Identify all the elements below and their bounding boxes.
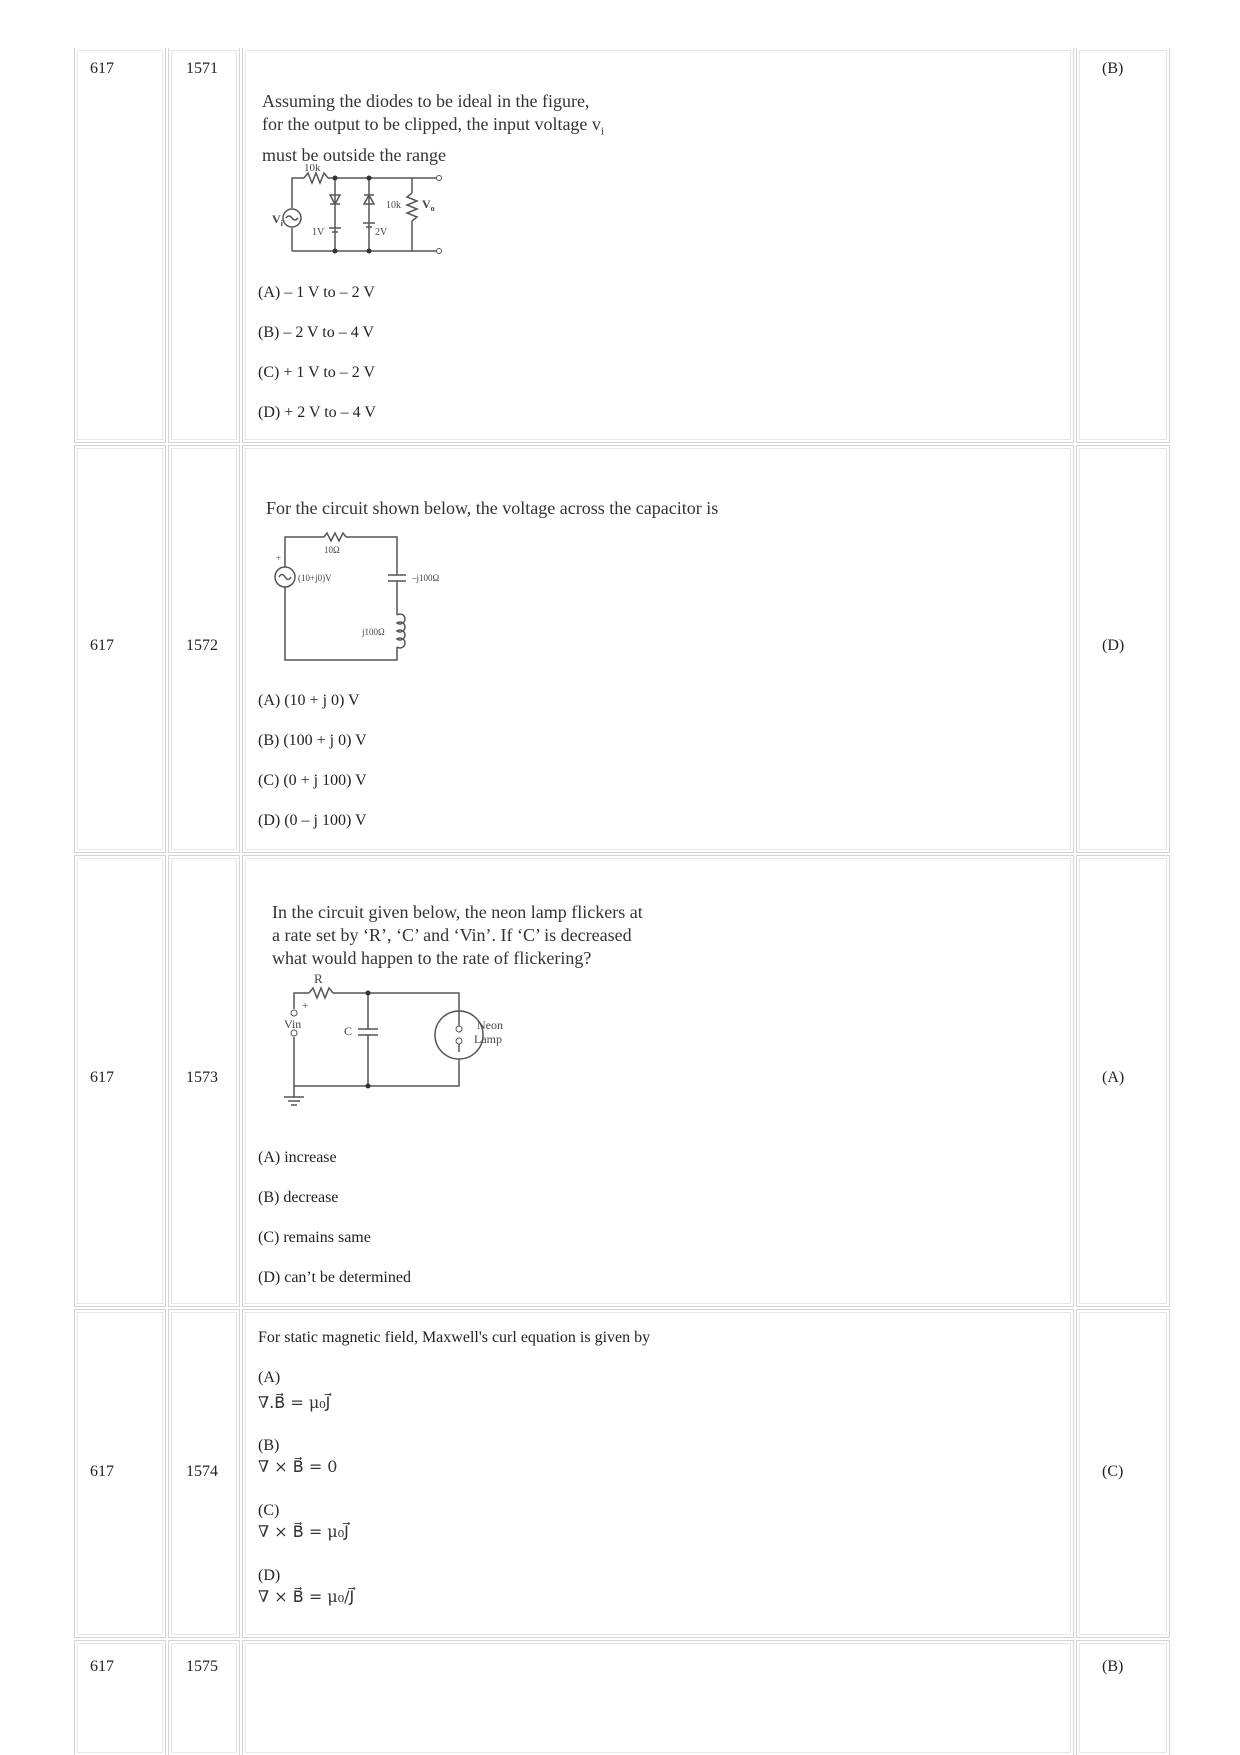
question-number: 1572 — [186, 637, 218, 654]
question-text: Assuming the diodes to be ideal in the figure, for the output to be clipped, the input voltage $v_i$ must be outside the range — [262, 91, 604, 165]
answer-key: (D) — [1102, 637, 1125, 654]
set-number: 617 — [90, 637, 114, 654]
set-number: 617 — [90, 1658, 114, 1675]
neon-lamp-circuit-diagram — [264, 973, 524, 1113]
option-b: (B) (100 + j 0) V — [258, 732, 367, 749]
answer-key: (B) — [1102, 1658, 1124, 1675]
option-c: (C) + 1 V to – 2 V — [258, 364, 376, 381]
option-b-equation: ∇ × B⃗ = 0 — [258, 1457, 338, 1476]
table-row — [74, 445, 1170, 853]
option-a-equation: ∇.B⃗ = μ₀J⃗ — [258, 1393, 331, 1412]
table-row — [74, 1309, 1170, 1638]
svg-text:2V: 2V — [375, 227, 388, 238]
table-row — [74, 48, 1170, 443]
option-a: (A) – 1 V to – 2 V — [258, 284, 375, 301]
set-number: 617 — [90, 1463, 114, 1480]
rlc-circuit-diagram — [264, 525, 474, 685]
option-a: (A) (10 + j 0) V — [258, 692, 360, 709]
question-text: For the circuit shown below, the voltage across the capacitor is — [266, 498, 719, 518]
table-row — [74, 855, 1170, 1307]
option-d: (D) + 2 V to – 4 V — [258, 404, 376, 421]
question-number: 1571 — [186, 60, 218, 77]
svg-text:10Ω: 10Ω — [324, 545, 340, 555]
option-c: (C) (0 + j 100) V — [258, 772, 367, 789]
svg-text:+: + — [302, 1000, 309, 1012]
svg-text:Neon: Neon — [477, 1018, 503, 1032]
svg-text:10k: 10k — [304, 163, 321, 174]
svg-text:R: R — [314, 973, 323, 986]
question-number: 1574 — [186, 1463, 218, 1480]
svg-text:–j100Ω: –j100Ω — [412, 573, 440, 583]
answer-key: (C) — [1102, 1463, 1124, 1480]
answer-key: (B) — [1102, 60, 1124, 77]
option-c: (C) remains same — [258, 1229, 371, 1246]
option-b: (B) – 2 V to – 4 V — [258, 324, 375, 341]
question-number: 1575 — [186, 1658, 218, 1675]
answer-key: (A) — [1102, 1069, 1125, 1086]
svg-text:Vin: Vin — [284, 1017, 302, 1031]
svg-text:10k: 10k — [386, 200, 401, 211]
option-c-equation: ∇ × B⃗ = μ₀J⃗ — [258, 1522, 349, 1541]
clipper-circuit-diagram — [262, 163, 472, 273]
svg-text:(10+j0)V: (10+j0)V — [298, 573, 332, 583]
option-d: (D) — [258, 1567, 281, 1584]
svg-text:Vo: $V_o$ — [422, 197, 435, 213]
set-number: 617 — [90, 60, 114, 77]
svg-text:C: C — [344, 1024, 353, 1038]
option-d-equation: ∇ × B⃗ = μ₀/J⃗ — [258, 1587, 355, 1606]
question-number: 1573 — [186, 1069, 218, 1086]
option-d: (D) (0 – j 100) V — [258, 812, 367, 829]
question-text: In the circuit given below, the neon lamp flickers at a rate set by ‘R’, ‘C’ and ‘Vin’. If ‘C’ is decreased what would happen to the rate of flickering? — [272, 902, 643, 968]
question-text: For static magnetic field, Maxwell's curl equation is given by — [258, 1329, 651, 1346]
svg-text:1V: 1V — [312, 227, 325, 238]
option-b: (B) — [258, 1437, 280, 1454]
svg-text:j100Ω: j100Ω — [362, 627, 385, 637]
set-number: 617 — [90, 1069, 114, 1086]
svg-text:Lamp: Lamp — [474, 1032, 502, 1046]
table-row — [74, 1640, 1170, 1755]
svg-text:+: + — [276, 553, 282, 563]
svg-text:Vi: $V_i$ — [272, 212, 283, 228]
option-c: (C) — [258, 1502, 280, 1519]
option-a: (A) increase — [258, 1149, 337, 1166]
option-a: (A) — [258, 1369, 281, 1386]
option-d: (D) can’t be determined — [258, 1269, 411, 1286]
option-b: (B) decrease — [258, 1189, 339, 1206]
